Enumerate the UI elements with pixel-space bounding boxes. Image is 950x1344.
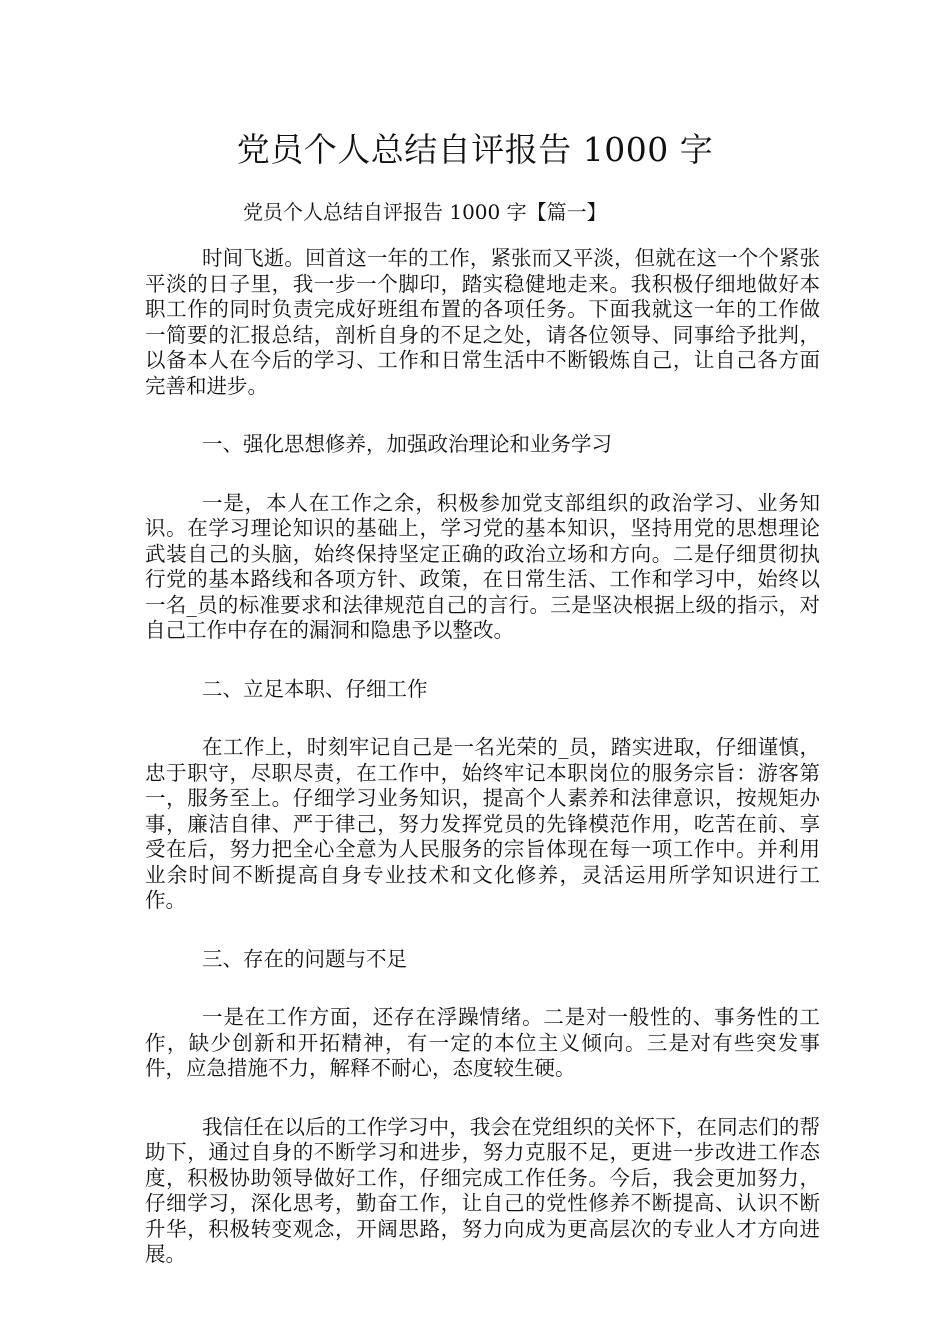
document-subtitle: 党员个人总结自评报告 1000 字【篇一】 xyxy=(243,200,607,224)
intro-paragraph: 时间飞逝。回首这一年的工作，紧张而又平淡，但就在这一个个紧张平淡的日子里，我一步一个脚印，踏实稳健地走来。我积极仔细地做好本职工作的同时负责完成好班组布置的各项任务。下面我就这一年的工作做一简要的汇报总结，剖析自身的不足之处，请各位领导、同事给予批判，以备本人在今后的学习、工作和日常生活中不断锻炼自己，让自己各方面完善和进步。 xyxy=(145,246,820,398)
document-title: 党员个人总结自评报告 1000 字 xyxy=(236,130,714,169)
closing-paragraph: 我信任在以后的工作学习中，我会在党组织的关怀下，在同志们的帮助下，通过自身的不断学习和进步，努力克服不足，更进一步改进工作态度，积极协助领导做好工作，仔细完成工作任务。今后，我会更加努力，仔细学习，深化思考，勤奋工作，让自己的党性修养不断提高、认识不断升华，积极转变观念，开阔思路，努力向成为更高层次的专业人才方向进展。 xyxy=(145,1114,820,1266)
section-heading-2: 二、立足本职、仔细工作 xyxy=(202,676,428,701)
section-heading-3: 三、存在的问题与不足 xyxy=(202,946,407,971)
section-paragraph-3: 一是在工作方面，还存在浮躁情绪。二是对一般性的、事务性的工作，缺少创新和开拓精神，有一定的本位主义倾向。三是对有些突发事件，应急措施不力，解释不耐心，态度较生硬。 xyxy=(145,1005,820,1080)
section-heading-1: 一、强化思想修养，加强政治理论和业务学习 xyxy=(202,432,612,456)
section-paragraph-1: 一是，本人在工作之余，积极参加党支部组织的政治学习、业务知识。在学习理论知识的基础上，学习党的基本知识，坚持用党的思想理论武装自己的头脑，始终保持坚定正确的政治立场和方向。二是仔细贯彻执行党的基本路线和各项方针、政策，在日常生活、工作和学习中，始终以一名_员的标准要求和法律规范自己的言行。三是坚决根据上级的指示，对自己工作中存在的漏洞和隐患予以整改。 xyxy=(145,490,820,642)
document-body xyxy=(145,246,820,1268)
section-paragraph-2: 在工作上，时刻牢记自己是一名光荣的_员，踏实进取，仔细谨慎，忠于职守，尽职尽责，在工作中，始终牢记本职岗位的服务宗旨：游客第一，服务至上。仔细学习业务知识，提高个人素养和法律意识，按规矩办事，廉洁自律、严于律己，努力发挥党员的先锋模范作用，吃苦在前、享受在后，努力把全心全意为人民服务的宗旨体现在每一项工作中。并利用业余时间不断提高自身专业技术和文化修养，灵活运用所学知识进行工作。 xyxy=(145,735,820,912)
